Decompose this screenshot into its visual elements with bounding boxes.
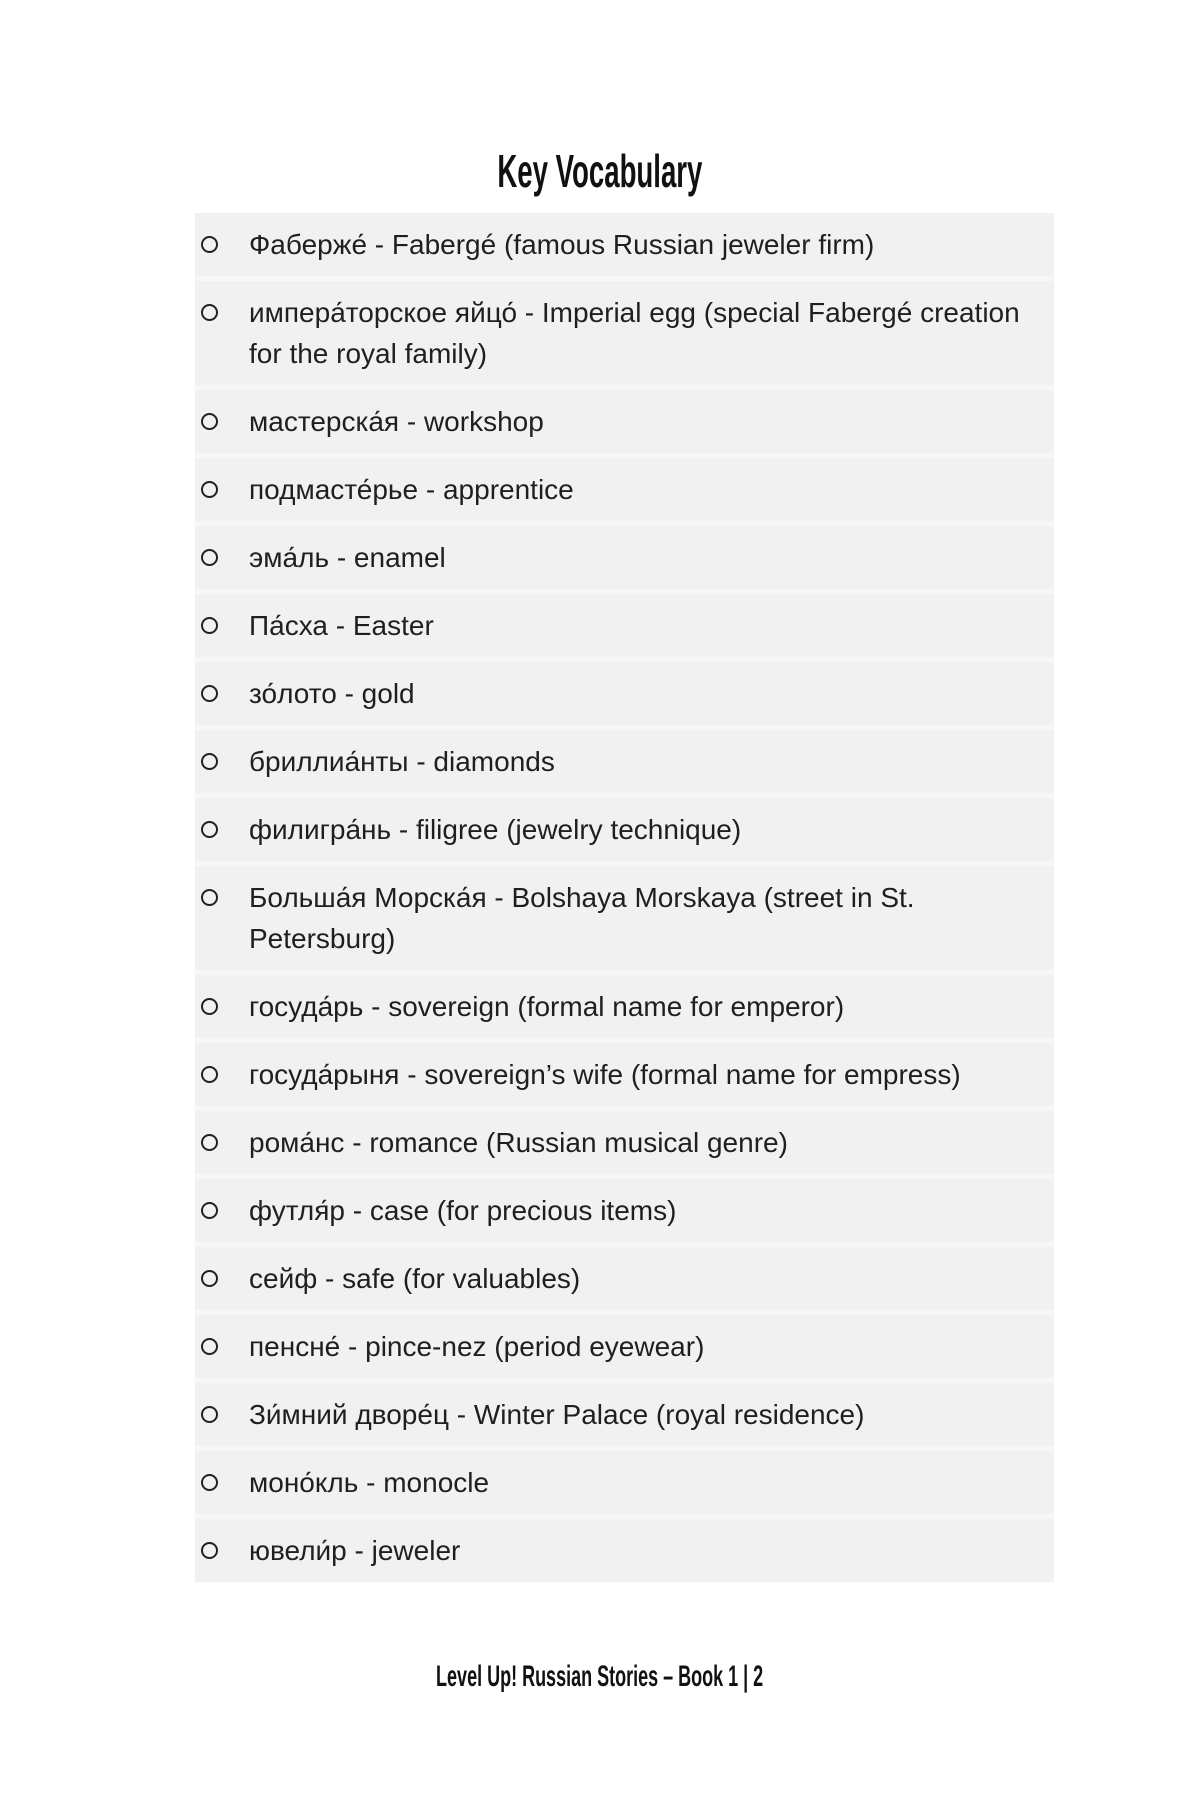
circle-bullet-icon <box>201 549 218 566</box>
bullet-cell <box>195 741 249 782</box>
circle-bullet-icon <box>201 998 218 1015</box>
bullet-cell <box>195 292 249 333</box>
vocab-entry-text: зо́лото - gold <box>249 678 415 709</box>
circle-bullet-icon <box>201 1406 218 1423</box>
vocab-entry-text: импера́торское яйцо́ - Imperial egg (special Fabergé creation for the royal family) <box>249 297 1020 369</box>
page-footer <box>0 1659 1200 1695</box>
bullet-cell <box>195 1122 249 1163</box>
vocab-item <box>195 1179 1054 1242</box>
circle-bullet-icon <box>201 1474 218 1491</box>
bullet-cell <box>195 537 249 578</box>
circle-bullet-icon <box>201 413 218 430</box>
circle-bullet-icon <box>201 1338 218 1355</box>
circle-bullet-icon <box>201 753 218 770</box>
bullet-cell <box>195 469 249 510</box>
page-title-text: Key Vocabulary <box>497 145 703 197</box>
circle-bullet-icon <box>201 889 218 906</box>
circle-bullet-icon <box>201 617 218 634</box>
bullet-cell <box>195 605 249 646</box>
vocab-item <box>195 526 1054 589</box>
vocab-entry-text: филигра́нь - filigree (jewelry technique) <box>249 814 742 845</box>
bullet-cell <box>195 986 249 1027</box>
vocab-entry-text: госуда́рь - sovereign (formal name for emperor) <box>249 991 845 1022</box>
vocab-item <box>195 1111 1054 1174</box>
vocab-entry-text: Зи́мний дворе́ц - Winter Palace (royal residence) <box>249 1399 865 1430</box>
vocab-entry-text: пенсне́ - pince-nez (period eyewear) <box>249 1331 705 1362</box>
circle-bullet-icon <box>201 236 218 253</box>
vocab-item <box>195 1383 1054 1446</box>
vocab-entry-text: Па́сха - Easter <box>249 610 434 641</box>
bullet-cell <box>195 1258 249 1299</box>
vocab-entry-text: эма́ль - enamel <box>249 542 446 573</box>
vocab-item <box>195 458 1054 521</box>
bullet-cell <box>195 1054 249 1095</box>
page-title <box>0 146 1200 197</box>
vocab-item <box>195 390 1054 453</box>
vocab-entry-text: сейф - safe (for valuables) <box>249 1263 581 1294</box>
circle-bullet-icon <box>201 1270 218 1287</box>
vocab-item <box>195 594 1054 657</box>
bullet-cell <box>195 224 249 265</box>
vocab-entry-text: Фаберже́ - Fabergé (famous Russian jeweler firm) <box>249 229 875 260</box>
vocab-item <box>195 662 1054 725</box>
circle-bullet-icon <box>201 821 218 838</box>
bullet-cell <box>195 673 249 714</box>
vocab-entry-text: рома́нс - romance (Russian musical genre) <box>249 1127 788 1158</box>
bullet-cell <box>195 877 249 918</box>
bullet-cell <box>195 1530 249 1571</box>
bullet-cell <box>195 1190 249 1231</box>
vocab-item <box>195 866 1054 970</box>
vocab-item <box>195 1519 1054 1582</box>
vocab-entry-text: госуда́рыня - sovereign’s wife (formal name for empress) <box>249 1059 961 1090</box>
bullet-cell <box>195 1326 249 1367</box>
vocab-item <box>195 1043 1054 1106</box>
vocab-entry-text: подмасте́рье - apprentice <box>249 474 574 505</box>
vocab-entry-text: мастерска́я - workshop <box>249 406 544 437</box>
vocab-item <box>195 730 1054 793</box>
vocab-item <box>195 798 1054 861</box>
vocab-entry-text: футля́р - case (for precious items) <box>249 1195 677 1226</box>
vocab-item <box>195 1247 1054 1310</box>
vocab-item <box>195 1451 1054 1514</box>
vocab-item <box>195 975 1054 1038</box>
circle-bullet-icon <box>201 685 218 702</box>
bullet-cell <box>195 1462 249 1503</box>
vocab-entry-text: бриллиа́нты - diamonds <box>249 746 555 777</box>
vocab-item <box>195 213 1054 276</box>
page-footer-text: Level Up! Russian Stories – Book 1 | 2 <box>436 1660 764 1693</box>
vocab-entry-text: моно́кль - monocle <box>249 1467 490 1498</box>
vocab-list <box>195 213 1054 1582</box>
vocab-item <box>195 1315 1054 1378</box>
vocab-item <box>195 281 1054 385</box>
circle-bullet-icon <box>201 304 218 321</box>
vocab-entry-text: ювели́р - jeweler <box>249 1535 461 1566</box>
circle-bullet-icon <box>201 481 218 498</box>
bullet-cell <box>195 809 249 850</box>
circle-bullet-icon <box>201 1066 218 1083</box>
bullet-cell <box>195 401 249 442</box>
circle-bullet-icon <box>201 1134 218 1151</box>
circle-bullet-icon <box>201 1202 218 1219</box>
bullet-cell <box>195 1394 249 1435</box>
vocab-entry-text: Больша́я Морска́я - Bolshaya Morskaya (street in St. Petersburg) <box>249 882 915 954</box>
circle-bullet-icon <box>201 1542 218 1559</box>
